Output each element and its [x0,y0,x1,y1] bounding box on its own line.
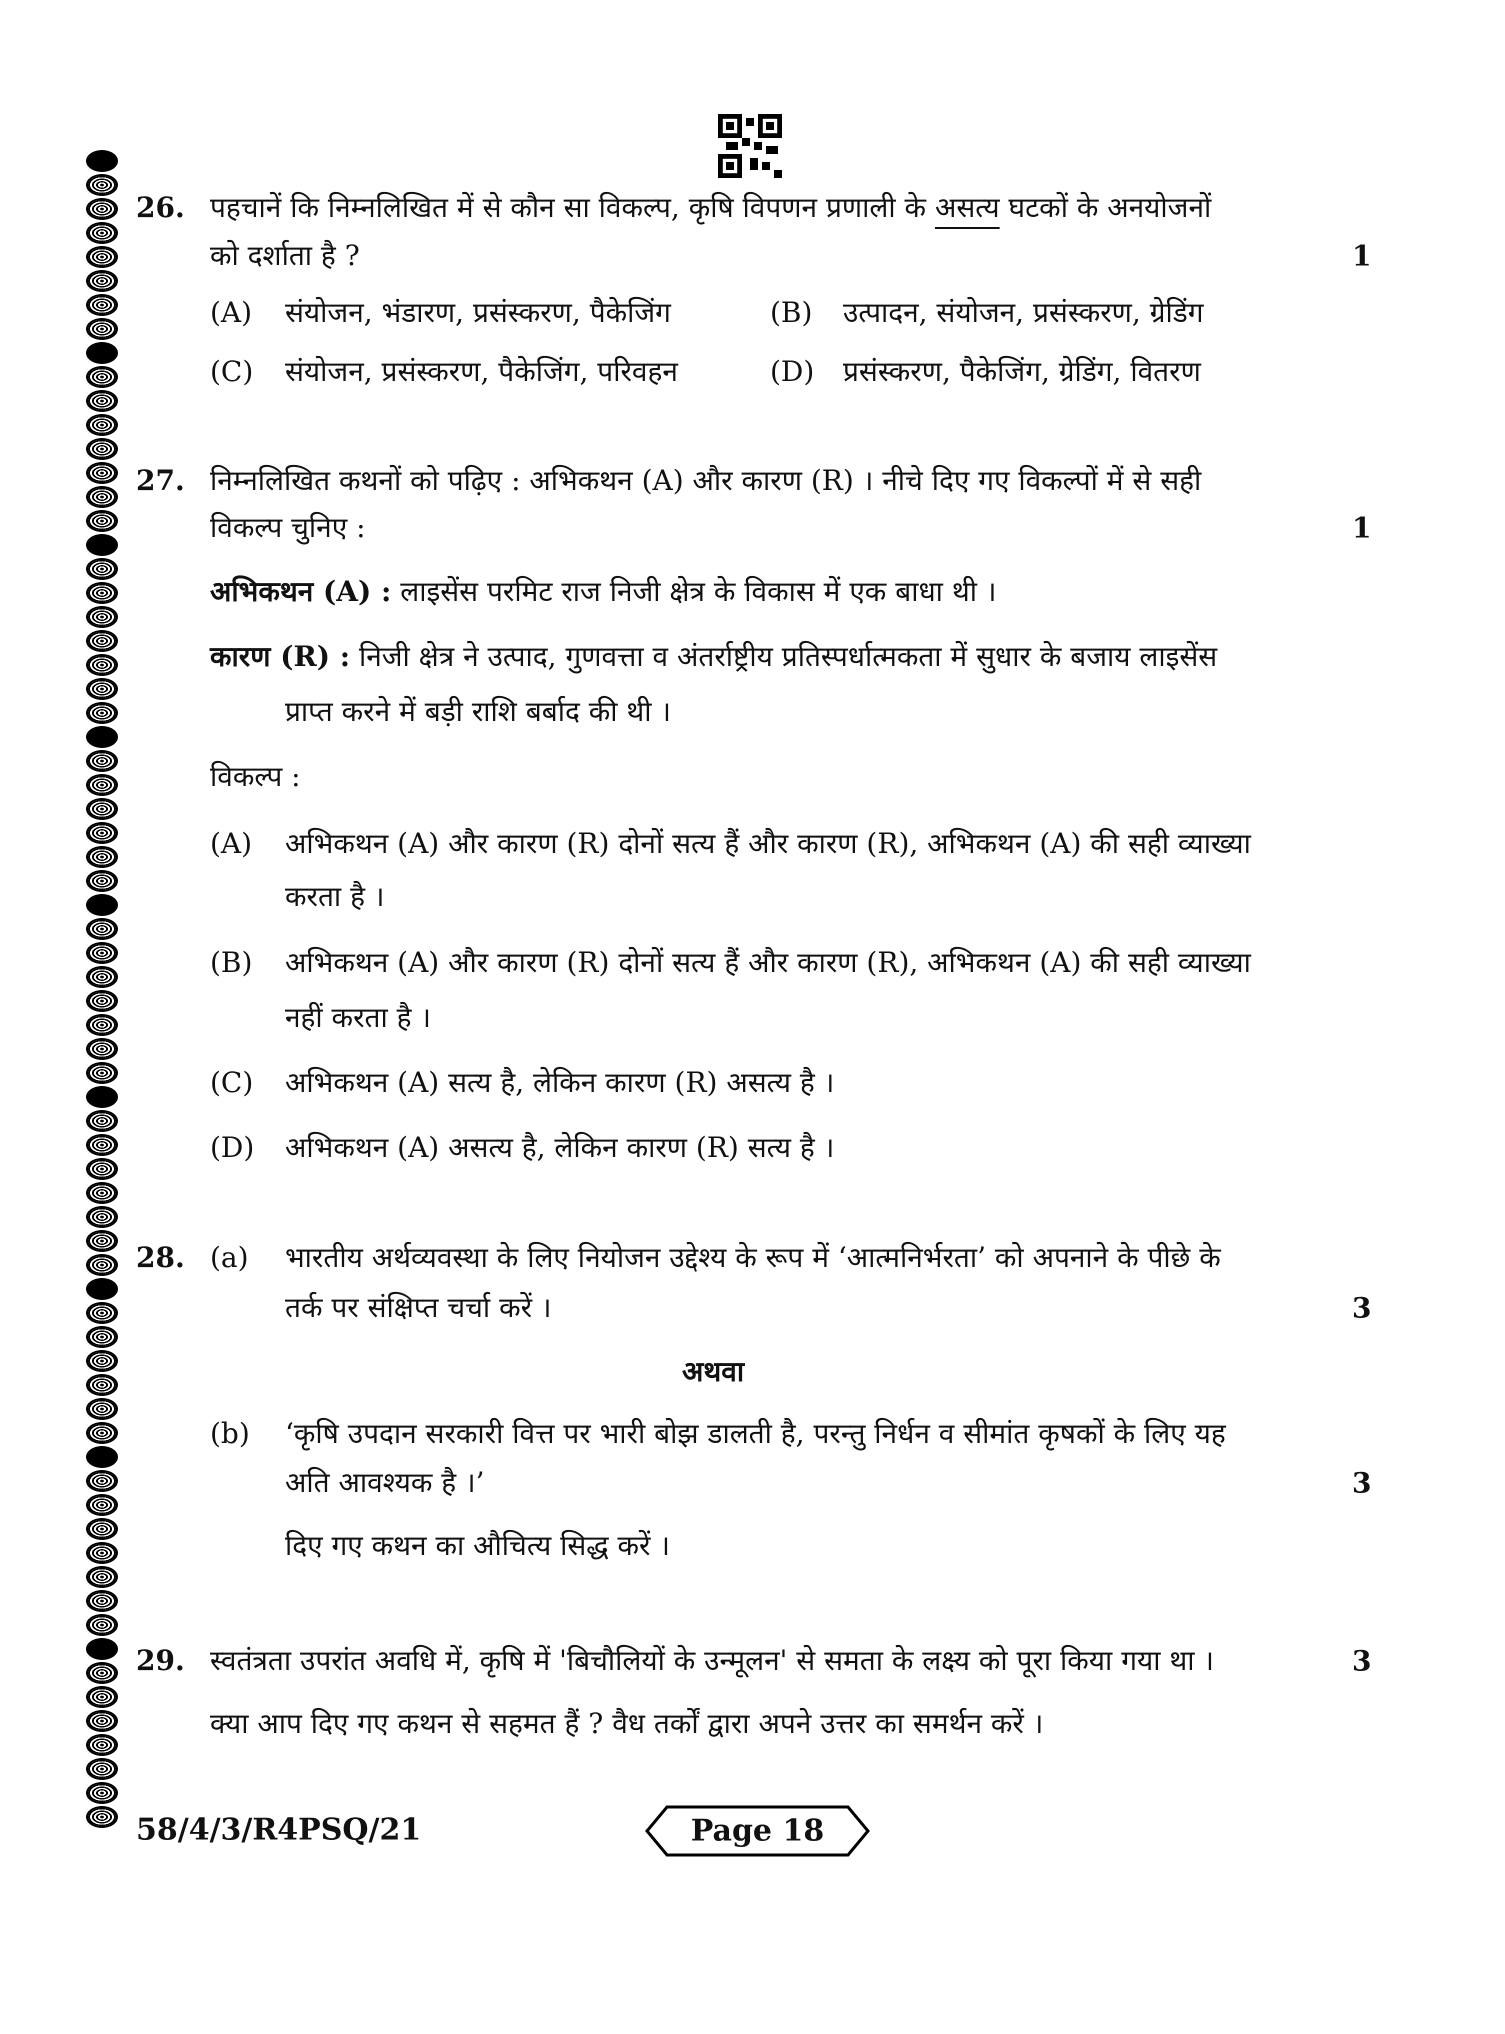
border-ring [86,1086,118,1108]
border-ring [86,1590,118,1612]
option-label: (B) [210,946,253,979]
option-text: संयोजन, भंडारण, प्रसंस्करण, पैकेजिंग [285,296,671,329]
border-ring [86,1518,118,1540]
option-label: (C) [210,1066,254,1099]
border-ring [86,462,118,484]
assertion [210,574,996,610]
part-label: (b) [210,1417,250,1450]
question-number: 28. [136,1241,185,1274]
border-ring [86,150,118,172]
option-label: (A) [210,296,253,329]
part-a-text: भारतीय अर्थव्यवस्था के लिए नियोजन उद्देश्य के रूप में ‘आत्मनिर्भरता’ को अपनाने के पीछे के [285,1241,1221,1274]
border-ring [86,846,118,868]
border-ring [86,558,118,580]
option-text: अभिकथन (A) और कारण (R) दोनों सत्य हैं और कारण (R), अभिकथन (A) की सही व्याख्या [285,946,1251,979]
border-ring [86,1806,118,1828]
assertion-text: लाइसेंस परमिट राज निजी क्षेत्र के विकास में एक बाधा थी । [391,575,997,608]
border-ring [86,1758,118,1780]
border-ring [86,1326,118,1348]
border-ring [86,174,118,196]
part-b-text-3: दिए गए कथन का औचित्य सिद्ध करें । [285,1529,671,1562]
border-ring [86,1014,118,1036]
border-ring [86,222,118,244]
option-label: (D) [770,355,815,388]
paper-code: 58/4/3/R4PSQ/21 [136,1812,422,1848]
border-ring [86,1278,118,1300]
assertion-label: अभिकथन (A) : [210,575,392,608]
text: पहचानें कि निम्नलिखित में से कौन सा विकल्प, कृषि विपणन प्रणाली के [210,191,935,224]
border-ring [86,1398,118,1420]
border-ring [86,318,118,340]
reason-text-2: प्राप्त करने में बड़ी राशि बर्बाद की थी । [285,695,672,728]
border-ring [86,366,118,388]
border-ring [86,1254,118,1276]
border-ring [86,822,118,844]
border-ring [86,198,118,220]
option-text: उत्पादन, संयोजन, प्रसंस्करण, ग्रेडिंग [843,296,1204,329]
page-border-rings [86,150,122,1830]
option-text: प्रसंस्करण, पैकेजिंग, ग्रेडिंग, वितरण [843,355,1201,388]
border-ring [86,942,118,964]
option-label: (B) [770,296,813,329]
reason [210,639,1217,675]
border-ring [86,1110,118,1132]
border-ring [86,342,118,364]
border-ring [86,390,118,412]
border-ring [86,1302,118,1324]
marks: 3 [1352,1291,1372,1325]
question-27-text-2: विकल्प चुनिए : [210,511,366,544]
border-ring [86,1470,118,1492]
border-ring [86,1062,118,1084]
option-text: संयोजन, प्रसंस्करण, पैकेजिंग, परिवहन [285,355,678,388]
border-ring [86,1038,118,1060]
question-number: 29. [136,1644,185,1677]
border-ring [86,438,118,460]
border-ring [86,654,118,676]
border-ring [86,1182,118,1204]
border-ring [86,510,118,532]
option-text-2: करता है । [285,880,385,913]
marks: 3 [1352,1644,1372,1678]
border-ring [86,894,118,916]
border-ring [86,1614,118,1636]
marks: 1 [1352,511,1372,545]
border-ring [86,1422,118,1444]
marks: 1 [1352,239,1372,273]
border-ring [86,990,118,1012]
border-ring [86,486,118,508]
border-ring [86,1566,118,1588]
part-a-text-2: तर्क पर संक्षिप्त चर्चा करें । [285,1291,552,1324]
option-label: (D) [210,1131,255,1164]
border-ring [86,702,118,724]
border-ring [86,1446,118,1468]
options-label: विकल्प : [210,760,301,793]
border-ring [86,270,118,292]
part-b-text-2: अति आवश्यक है ।’ [285,1466,485,1499]
option-label: (C) [210,355,254,388]
text: घटकों के अनयोजनों [999,191,1212,224]
border-ring [86,750,118,772]
border-ring [86,606,118,628]
part-b-text: ‘कृषि उपदान सरकारी वित्त पर भारी बोझ डालती है, परन्तु निर्धन व सीमांत कृषकों के लिए यह [285,1417,1226,1450]
border-ring [86,1206,118,1228]
question-number: 27. [136,464,185,497]
question-29-text-2: क्या आप दिए गए कथन से सहमत हैं ? वैध तर्कों द्वारा अपने उत्तर का समर्थन करें । [210,1707,1044,1740]
or-separator: अथवा [682,1355,745,1388]
border-ring [86,1230,118,1252]
border-ring [86,870,118,892]
qr-code [718,114,782,178]
border-ring [86,1158,118,1180]
border-ring [86,1686,118,1708]
question-29-text: स्वतंत्रता उपरांत अवधि में, कृषि में 'बिचौलियों के उन्मूलन' से समता के लक्ष्य को पूरा किया गया था । [210,1644,1215,1677]
border-ring [86,918,118,940]
marks: 3 [1352,1466,1372,1500]
reason-label: कारण (R) : [210,640,351,673]
page-number: Page 18 [690,1813,825,1849]
option-label: (A) [210,827,253,860]
border-ring [86,798,118,820]
border-ring [86,774,118,796]
border-ring [86,1662,118,1684]
border-ring [86,534,118,556]
border-ring [86,1494,118,1516]
reason-text: निजी क्षेत्र ने उत्पाद, गुणवत्ता व अंतर्राष्ट्रीय प्रतिस्पर्धात्मकता में सुधार के बजाय लाइसेंस [350,640,1218,673]
question-27-text: निम्नलिखित कथनों को पढ़िए : अभिकथन (A) और कारण (R) । नीचे दिए गए विकल्पों में से सही [210,464,1202,497]
border-ring [86,246,118,268]
border-ring [86,1134,118,1156]
border-ring [86,1350,118,1372]
border-ring [86,726,118,748]
page-number-badge [645,1805,870,1857]
border-ring [86,1782,118,1804]
border-ring [86,678,118,700]
border-ring [86,414,118,436]
option-text: अभिकथन (A) और कारण (R) दोनों सत्य हैं और कारण (R), अभिकथन (A) की सही व्याख्या [285,827,1251,860]
question-26-text [210,190,1211,226]
border-ring [86,1710,118,1732]
border-ring [86,1638,118,1660]
border-ring [86,294,118,316]
border-ring [86,630,118,652]
border-ring [86,1374,118,1396]
part-label: (a) [210,1241,249,1274]
option-text-2: नहीं करता है । [285,1001,432,1034]
border-ring [86,1542,118,1564]
border-ring [86,582,118,604]
border-ring [86,966,118,988]
question-number: 26. [136,191,185,224]
border-ring [86,1734,118,1756]
underlined-word: असत्य [934,191,1000,224]
option-text: अभिकथन (A) असत्य है, लेकिन कारण (R) सत्य है । [285,1131,835,1164]
option-text: अभिकथन (A) सत्य है, लेकिन कारण (R) असत्य है । [285,1066,835,1099]
question-26-text-2: को दर्शाता है ? [210,239,360,272]
